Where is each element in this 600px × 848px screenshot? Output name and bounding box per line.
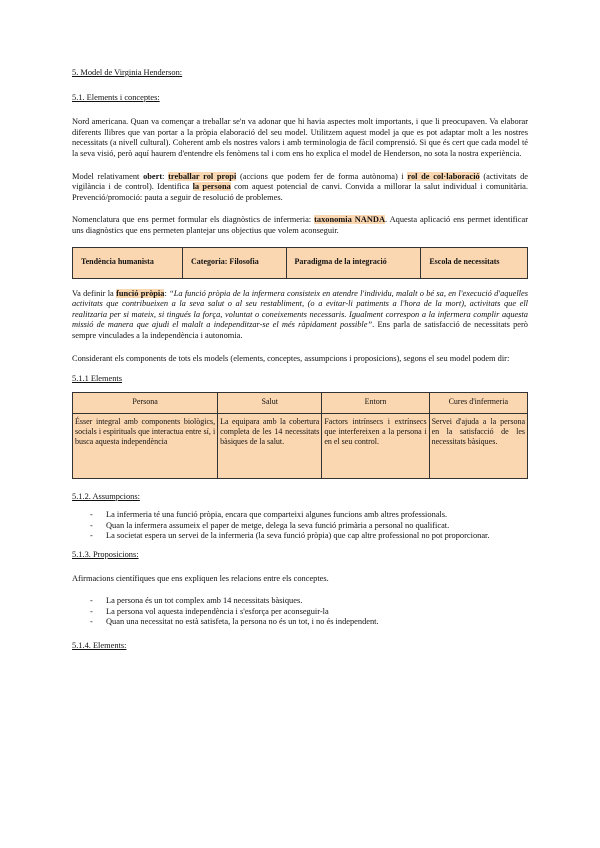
text-run: : (162, 171, 169, 181)
table-header: Cures d'infermeria (429, 392, 527, 413)
text-run: (activitats de vigilància i de control). Identifica (72, 171, 528, 192)
highlight-funcio-propia: funció pròpia (116, 288, 165, 298)
text-run: (accions que podem fer de forma autònoma) i (236, 171, 408, 181)
subsection-title-5-1-3: 5.1.3. Proposicions: (72, 550, 139, 560)
list-item: - Quan una necessitat no està satisfeta, la persona no és un tot, i no és independent. (72, 617, 528, 628)
nanda-paragraph (72, 215, 528, 236)
text-run: . Ens parla de satisfacció de necessitats però sempre vinculades a la independència i autonomia. (72, 320, 528, 340)
table-cell: Servei d'ajuda a la persona en la satisfacció de les necessitats bàsiques. (429, 413, 527, 478)
bold-obert: obert (143, 171, 163, 181)
propositions-intro: Afirmacions científiques que ens expliquen les relacions entre els conceptes. (72, 573, 329, 583)
table-header: Salut (218, 392, 322, 413)
table-cell: Paradigma de la integració (286, 247, 421, 278)
table-cell: Categoria: Filosofia (183, 247, 287, 278)
table-header: Entorn (322, 392, 429, 413)
section-title: 5. Model de Virginia Henderson: (72, 68, 183, 77)
highlight-nanda: taxonomia NANDA (314, 215, 385, 225)
subsection-title-5-1: 5.1. Elements i conceptes: (72, 92, 160, 102)
highlight-la-persona: la persona (192, 182, 231, 192)
assumptions-list (72, 510, 528, 542)
definition-paragraph (72, 289, 528, 342)
table-cell: Factors intrínsecs i extrínsecs que interfereixen a la persona i en el seu control. (322, 413, 429, 478)
intro-paragraph: Nord americana. Quan va començar a treballar se'n va adonar que hi havia aspectes molt importants, i que li preocupaven. Va elaborar diferents llibres que van portar a la pròpia elaboració del seu model. Utilitzem aquest model ja que es pot adaptar molt a les nostres necessitats (a nivell cultural). Coherent amb els nostres valors i amb terminologia de fàcil comprensió. Si que és cert que cada model té la seva visió, però aquí haurem d'entendre els fenòmens tal i com ens ho explica el model de Henderson, no sota la nostra experiència. (72, 117, 528, 158)
table-header: Persona (73, 392, 218, 413)
propositions-list (72, 596, 528, 628)
text-run: Nomenclatura que ens permet formular els diagnòstics de infermeria: (72, 215, 315, 225)
text-run: com aquest potencial de canvi. Convida a millorar la salut individual i comunitària. Prevenció/promoció: pauta a seguir de resolució de problemes. (72, 182, 528, 202)
list-item: - La persona és un tot complex amb 14 necessitats bàsiques. (72, 596, 528, 607)
text-run: Va definir la (72, 288, 117, 298)
elements-table (72, 392, 528, 479)
list-item: - Quan la infermera assumeix el paper de metge, delega la seva funció primària a personal no qualificat. (72, 521, 528, 532)
definition-quote: “La funció pròpia de la infermera consisteix en atendre l'individu, malalt o bé sa, en l'execució d'aquelles activitats que contribueixen a la seva salut o al seu restabliment, (o a evitar-li patiments a l'hora de la mort), activitats que ell realitzaria per si mateix, si tingués la força, voluntat o coneixements necessaris. Igualment correspon a la infermera complir aquesta missió de manera que ajudi el malalt a independitzar-se el més ràpidament possible” (72, 288, 528, 330)
table-cell: Tendència humanista (73, 247, 183, 278)
table-cell: Ésser integral amb components biològics, socials i espirituals que interactua entre sí, i busca aquesta independència (73, 413, 218, 478)
table-cell: La equipara amb la cobertura completa de les 14 necessitats bàsiques de la salut. (218, 413, 322, 478)
components-paragraph: Considerant els components de tots els models (elements, conceptes, assumpcions i proposicions), segons el seu model podem dir: (72, 353, 510, 363)
table-cell: Escola de necessitats (421, 247, 528, 278)
text-run: Model relativament (72, 171, 144, 181)
list-item: - La infermeria té una funció pròpia, encara que comparteixi algunes funcions amb altres professionals. (72, 510, 528, 521)
highlight-rol-colaboracio: rol de col·laboració (407, 171, 480, 181)
list-item: - La societat espera un servei de la infermeria (la seva funció pròpia) que cap altre professional no pot proporcionar. (72, 531, 528, 542)
subsection-title-5-1-4: 5.1.4. Elements: (72, 641, 127, 651)
highlight-rol-propi: treballar rol propi (168, 171, 237, 181)
list-item: - La persona vol aquesta independència i s'esforça per aconseguir-la (72, 607, 528, 618)
subsection-title-5-1-2: 5.1.2. Assumpcions: (72, 491, 140, 501)
model-classification-table (72, 247, 528, 279)
text-run: . Aquesta aplicació ens permet identificar uns diagnòstics que ens permeten plantejar uns objectius que volem aconseguir. (72, 215, 528, 235)
subsection-title-5-1-1: 5.1.1 Elements (72, 374, 123, 384)
model-paragraph (72, 172, 528, 204)
text-run: : (164, 288, 170, 298)
document-page (72, 68, 528, 652)
